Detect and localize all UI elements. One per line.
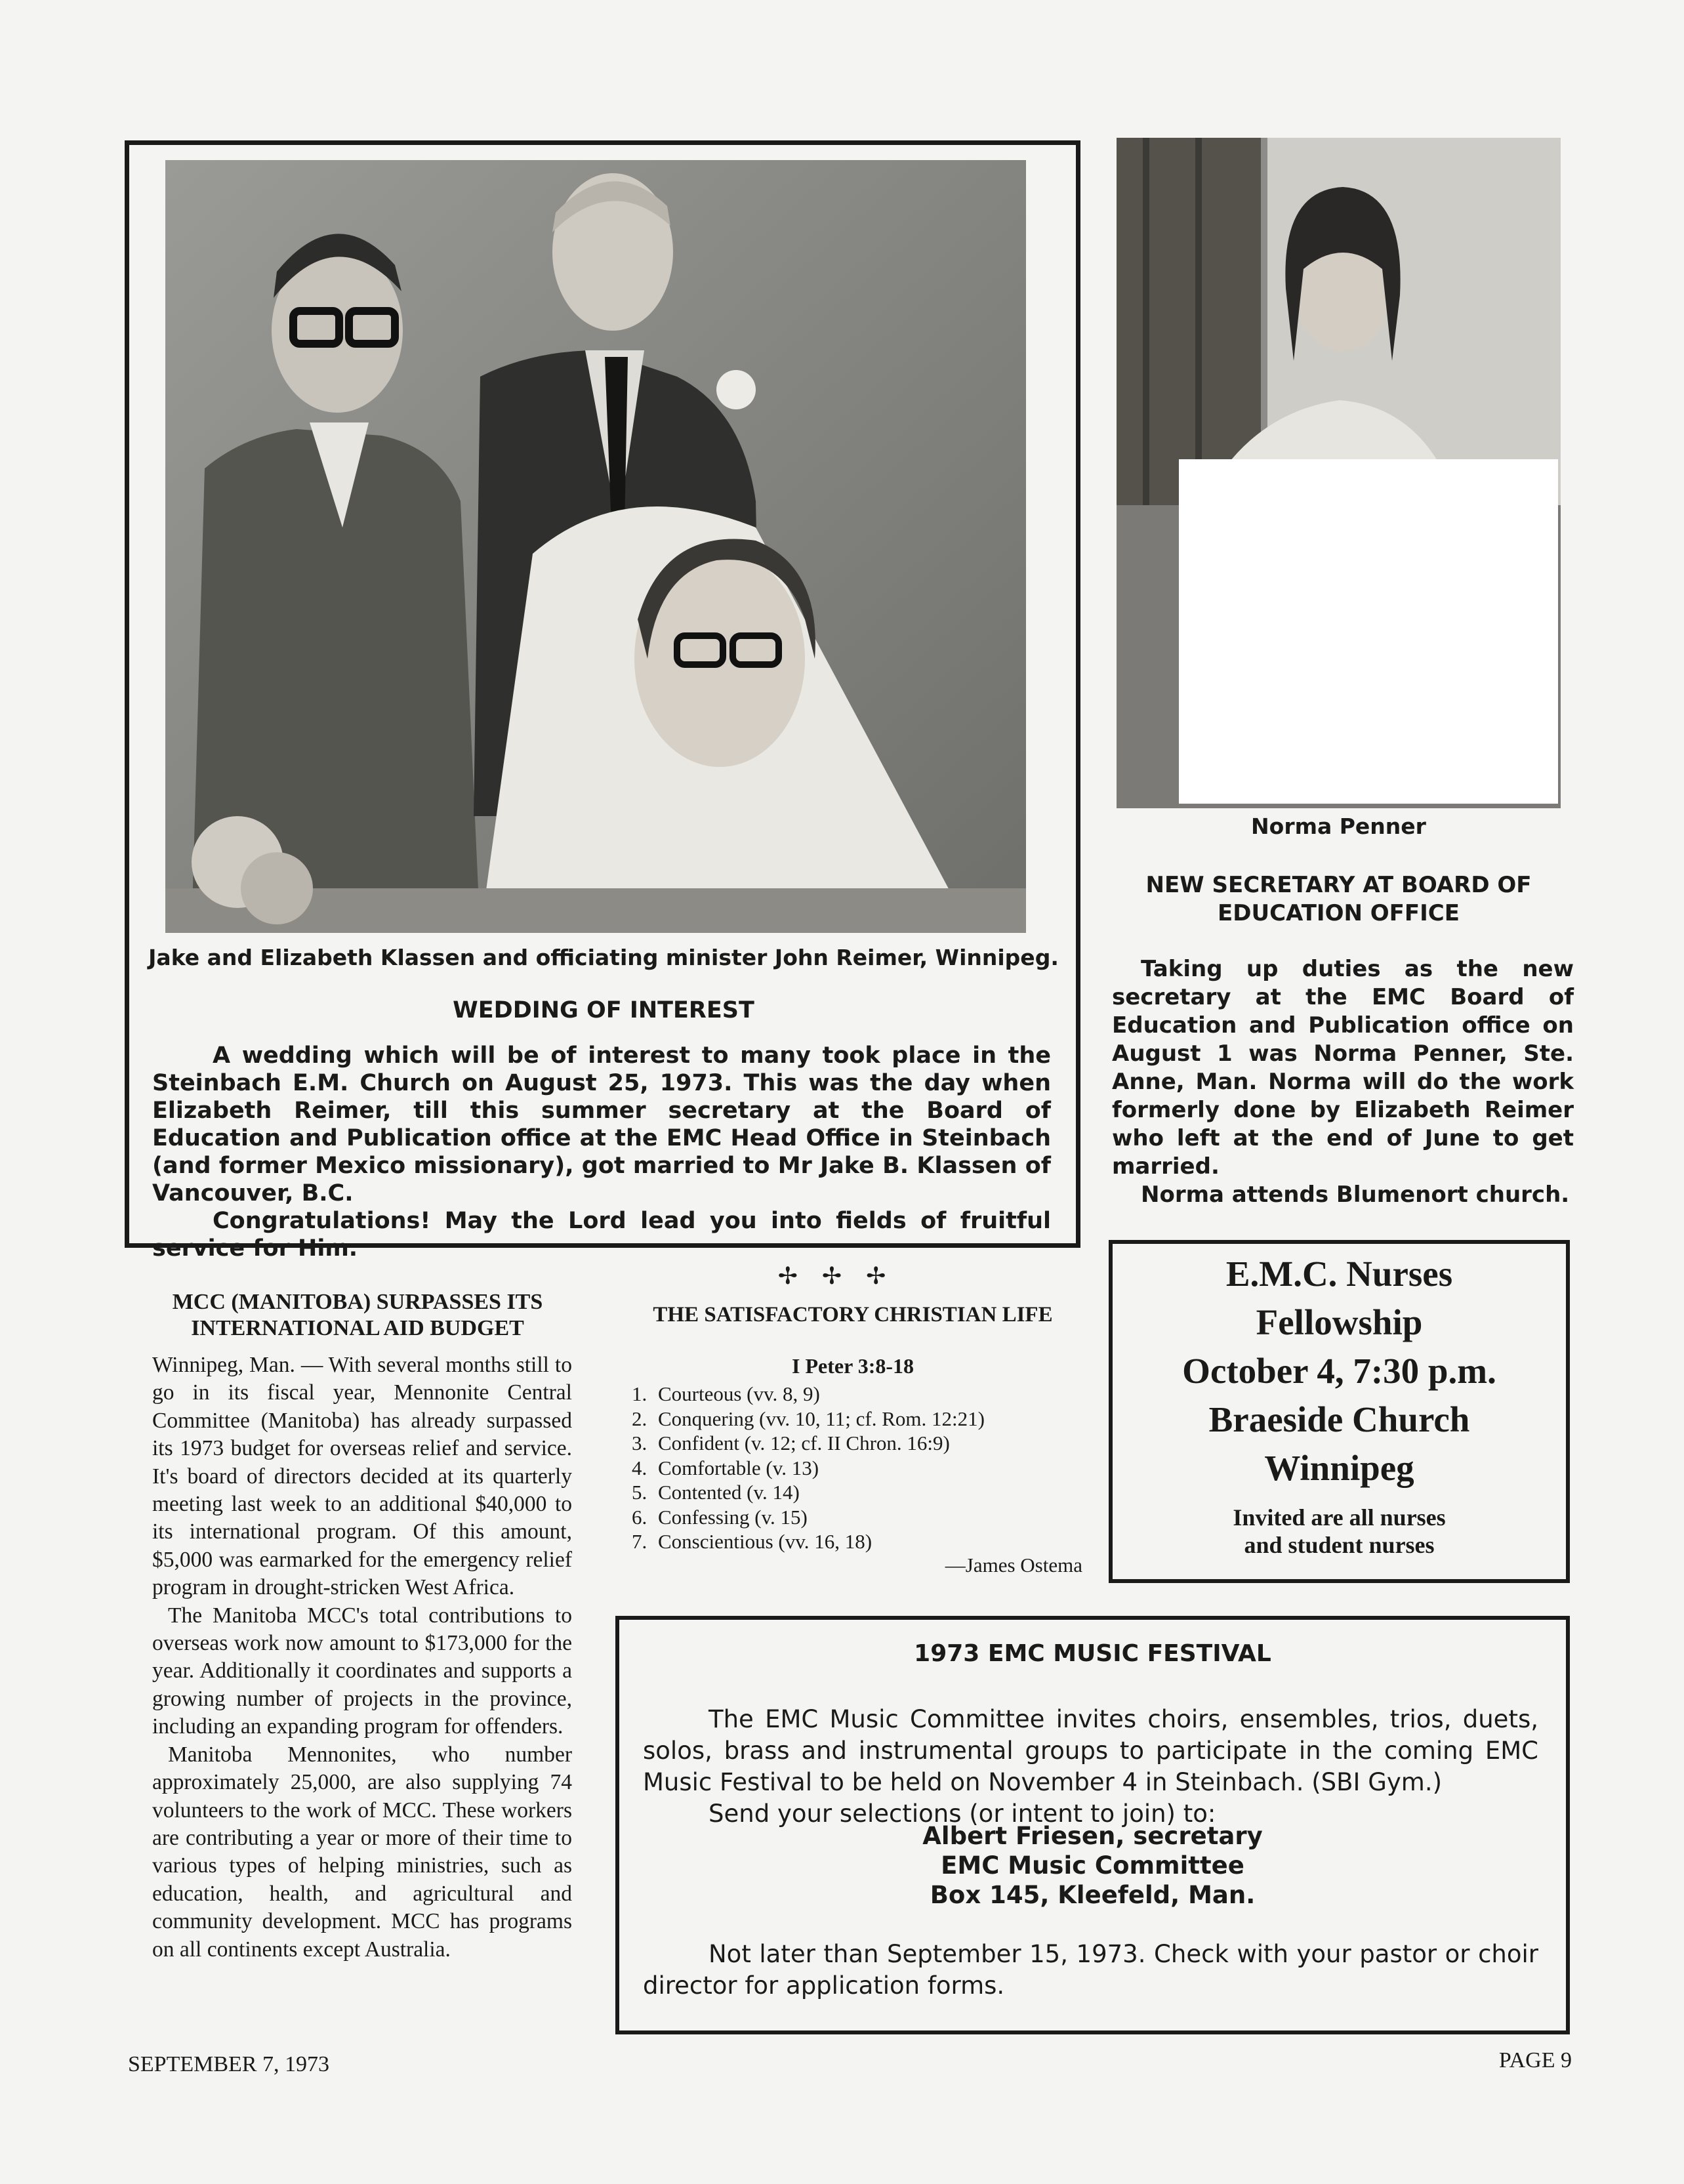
list-text: Conquering (vv. 10, 11; cf. Rom. 12:21) xyxy=(658,1407,985,1430)
mcc-paragraph: The Manitoba MCC's total contributions to overseas work now amount to $173,000 for the year. Additionally it coordinates and supports a growing number of projects in the province, including an expanding program for offenders. xyxy=(152,1603,572,1739)
address-line: Albert Friesen, secretary xyxy=(922,1822,1263,1850)
list-number: 3. xyxy=(632,1432,647,1454)
list-number: 5. xyxy=(632,1481,647,1504)
music-address xyxy=(619,1821,1566,1910)
mcc-paragraph: Manitoba Mennonites, who number approximately 25,000, are also supplying 74 volunteers to the work of MCC. These workers are contributing a year or more of their time to various types of helping ministries, such as education, health, and agricultural and community development. MCC has programs on all continents except Australia. xyxy=(152,1742,572,1962)
list-text: Confessing (v. 15) xyxy=(658,1505,808,1529)
issue-date: SEPTEMBER 7, 1973 xyxy=(128,2052,329,2076)
list-text: Confident (v. 12; cf. II Chron. 16:9) xyxy=(658,1432,950,1454)
christian-life-author: —James Ostema xyxy=(945,1554,1082,1576)
cross-ornament: ✢ ✢ ✢ xyxy=(777,1263,895,1289)
list-item xyxy=(632,1480,1091,1505)
norma-penner-photo xyxy=(1117,138,1561,808)
list-item xyxy=(632,1529,1091,1554)
wedding-paragraph: Congratulations! May the Lord lead you into fields of fruitful service for Him. xyxy=(152,1208,1051,1262)
mcc-body xyxy=(152,1351,572,1964)
nurses-fellowship-announcement xyxy=(1113,1250,1566,1493)
music-festival-headline: 1973 EMC MUSIC FESTIVAL xyxy=(914,1640,1271,1667)
list-text: Comfortable (v. 13) xyxy=(658,1456,819,1479)
nurses-line: Braeside Church xyxy=(1208,1399,1470,1439)
nurses-sub-line: Invited are all nurses xyxy=(1233,1504,1446,1531)
address-line: Box 145, Kleefeld, Man. xyxy=(930,1881,1256,1909)
wedding-headline: WEDDING OF INTEREST xyxy=(453,997,754,1023)
list-text: Contented (v. 14) xyxy=(658,1481,800,1504)
nurses-line: October 4, 7:30 p.m. xyxy=(1182,1351,1496,1391)
music-festival-body xyxy=(643,1704,1538,1830)
music-invite: The EMC Music Committee invites choirs, ensembles, trios, duets, solos, brass and instrumental groups to participate in the coming EMC Music Festival to be held on November 4 in Steinbach. (SBI Gym.) xyxy=(643,1705,1538,1796)
list-text: Conscientious (vv. 16, 18) xyxy=(658,1530,873,1553)
music-deadline: Not later than September 15, 1973. Check with your pastor or choir director for application forms. xyxy=(643,1940,1538,2000)
list-item xyxy=(632,1505,1091,1530)
list-number: 1. xyxy=(632,1382,647,1405)
address-line: EMC Music Committee xyxy=(941,1851,1244,1880)
wedding-paragraph: A wedding which will be of interest to many took place in the Steinbach E.M. Church on August 25, 1973. This was the day when Elizabeth Reimer, till this summer secretary at the Board of Education and Publication office at the EMC Head Office in Steinbach (and former Mexico missionary), got married to Mr Jake B. Klassen of Vancouver, B.C. xyxy=(152,1042,1051,1206)
nurses-invitation xyxy=(1113,1504,1566,1559)
list-item xyxy=(632,1431,1091,1456)
wedding-photo-caption: Jake and Elizabeth Klassen and officiating minister John Reimer, Winnipeg. xyxy=(148,945,1059,970)
secretary-paragraph: Norma attends Blumenort church. xyxy=(1141,1182,1570,1208)
list-number: 7. xyxy=(632,1530,647,1553)
list-number: 6. xyxy=(632,1505,647,1529)
nurses-sub-line: and student nurses xyxy=(1244,1532,1435,1558)
list-number: 2. xyxy=(632,1407,647,1430)
secretary-body xyxy=(1112,955,1574,1209)
nurses-line: E.M.C. Nurses xyxy=(1225,1254,1453,1294)
christian-life-title: THE SATISFACTORY CHRISTIAN LIFE xyxy=(653,1303,1053,1327)
mcc-paragraph: Winnipeg, Man. — With several months still to go in its fiscal year, Mennonite Central Committee (Manitoba) has already surpassed its 1973 budget for overseas relief and service. It's board of directors decided at its quarterly meeting last week to an additional $40,000 to its international program. Of this amount, $5,000 was earmarked for the emergency relief program in drought-stricken West Africa. xyxy=(152,1353,572,1600)
norma-penner-caption: Norma Penner xyxy=(1251,814,1426,839)
list-text: Courteous (vv. 8, 9) xyxy=(658,1382,820,1405)
secretary-headline: NEW SECRETARY AT BOARD OF EDUCATION OFFICE xyxy=(1145,872,1532,926)
scripture-reference: I Peter 3:8-18 xyxy=(792,1354,914,1378)
christian-life-list xyxy=(632,1382,1091,1554)
list-item xyxy=(632,1456,1091,1481)
nurses-line: Fellowship xyxy=(1256,1302,1423,1342)
secretary-paragraph: Taking up duties as the new secretary at the EMC Board of Education and Publication office on August 1 was Norma Penner, Ste. Anne, Man. Norma will do the work formerly done by Elizabeth Reimer who left at the end of June to get married. xyxy=(1112,956,1574,1180)
wedding-body xyxy=(152,1042,1051,1262)
music-send: Send your selections (or intent to join) to: xyxy=(709,1800,1216,1828)
list-item xyxy=(632,1407,1091,1432)
wedding-photo xyxy=(165,160,1026,933)
nurses-line: Winnipeg xyxy=(1264,1448,1414,1488)
mcc-headline: MCC (MANITOBA) SURPASSES ITS INTERNATIONAL AID BUDGET xyxy=(172,1290,543,1340)
list-number: 4. xyxy=(632,1456,647,1479)
page-number: PAGE 9 xyxy=(1498,2048,1572,2072)
list-item xyxy=(632,1382,1091,1407)
